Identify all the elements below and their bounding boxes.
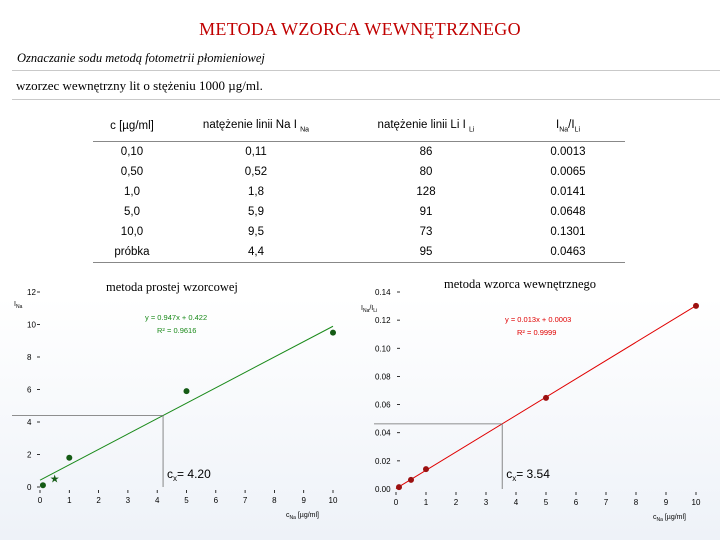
data-point — [66, 455, 72, 461]
data-point — [423, 466, 429, 472]
header-ratio-s1: Na — [559, 126, 569, 134]
y-tick-label: 0.00 — [375, 485, 391, 494]
divider-top — [12, 70, 720, 71]
table-cell: 73 — [419, 226, 433, 238]
x-tick-label: 2 — [96, 496, 101, 505]
result-label-value: = 3.54 — [516, 467, 550, 481]
table-cell: 128 — [416, 186, 436, 198]
x-tick-label: 4 — [513, 498, 519, 507]
subtitle: Oznaczanie sodu metodą fotometrii płomieniowej — [17, 51, 265, 65]
x-tick-label: 3 — [125, 496, 131, 505]
x-tick-label: 10 — [691, 498, 701, 507]
data-point — [408, 477, 414, 483]
table-cell: 0.0141 — [550, 186, 586, 198]
data-point — [330, 330, 336, 336]
x-axis-label-sub: Na — [656, 517, 663, 523]
table-cell: 86 — [419, 146, 433, 158]
table-cell: 4,4 — [171, 242, 341, 263]
x-axis-label-unit: [µg/ml] — [295, 512, 319, 519]
x-tick-label: 5 — [543, 498, 549, 507]
y-tick-label: 0.06 — [375, 400, 391, 410]
header-li-text: natężenie linii Li I — [377, 118, 466, 131]
header-concentration: c [µg/ml] — [93, 111, 171, 142]
table-cell: 95 — [341, 242, 511, 263]
x-tick-label: 6 — [573, 498, 579, 507]
x-tick-label: 10 — [328, 496, 338, 505]
table-cell: 91 — [419, 206, 433, 218]
trend-equation: y = 0.013x + 0.0003 — [505, 315, 572, 324]
table-row — [93, 162, 625, 182]
y-axis-label-sub: Na — [15, 304, 23, 310]
header-na-sub: Na — [300, 126, 310, 134]
x-axis-label-main: c — [286, 512, 290, 519]
x-tick-label: 7 — [242, 496, 248, 505]
header-li-sub: Li — [468, 126, 475, 134]
data-table — [93, 111, 625, 263]
x-tick-label: 9 — [301, 496, 306, 505]
x-tick-label: 2 — [453, 498, 459, 507]
y-axis-label — [14, 301, 23, 310]
data-point — [543, 395, 549, 401]
table-cell: 0,50 — [120, 166, 144, 178]
y-tick-label: 8 — [27, 353, 32, 362]
table-cell: 5,0 — [124, 206, 140, 218]
trend-r2: R² = 0.9616 — [157, 326, 197, 335]
internal-standard-chart — [360, 270, 720, 540]
x-tick-label: 8 — [272, 496, 277, 505]
divider-bottom — [12, 99, 720, 100]
x-tick-label: 1 — [67, 496, 72, 505]
chart-title-calibration: metoda prostej wzorcowej — [106, 280, 238, 294]
header-na-text: natężenie linii Na I — [202, 118, 297, 131]
y-tick-label: 0.10 — [375, 344, 391, 354]
y-tick-label: 0 — [27, 483, 32, 492]
x-tick-label: 3 — [483, 498, 489, 507]
y-tick-label: 0.02 — [375, 456, 391, 466]
y-tick-label: 0.04 — [375, 428, 391, 438]
x-tick-label: 7 — [603, 498, 609, 507]
y-tick-label: 0.08 — [375, 372, 391, 382]
trend-r2: R² = 0.9999 — [517, 328, 557, 337]
y-tick-label: 6 — [27, 385, 32, 395]
y-axis-label-sub: Na — [362, 308, 370, 314]
y-tick-label: 0.14 — [375, 288, 391, 297]
y-axis-label — [361, 305, 377, 314]
table-cell: 0.0013 — [550, 146, 586, 158]
x-tick-label: 0 — [393, 498, 399, 507]
header-na-intensity — [171, 111, 341, 142]
result-label — [167, 467, 211, 483]
trend-equation: y = 0.947x + 0.422 — [145, 313, 208, 322]
standard-note: wzorzec wewnętrzny lit o stężeniu 1000 µg/ml. — [16, 78, 263, 93]
table-cell: 0.0065 — [550, 166, 586, 178]
x-axis-label-sub: Na — [289, 515, 296, 521]
table-cell: 0.1301 — [550, 226, 586, 238]
result-label-main: c — [506, 467, 513, 481]
x-axis-label-main: c — [653, 514, 657, 521]
table-row-sample — [93, 242, 625, 263]
header-ratio — [511, 111, 625, 142]
header-ratio-i2: /I — [568, 118, 575, 131]
calibration-chart — [0, 270, 360, 540]
x-tick-label: 4 — [154, 496, 160, 505]
data-point-star: ★ — [49, 473, 60, 486]
x-axis-label — [653, 514, 686, 523]
x-tick-label: 8 — [633, 498, 639, 507]
x-axis-label-unit: [µg/ml] — [662, 514, 686, 521]
data-point — [396, 484, 402, 490]
table-cell: próbka — [93, 242, 171, 263]
y-axis-label-mid: /I — [369, 305, 374, 312]
table-row — [93, 222, 625, 242]
data-point — [693, 303, 699, 309]
y-tick-label: 12 — [27, 288, 36, 297]
trend-line — [40, 326, 333, 480]
table-cell: 0.0648 — [550, 206, 586, 218]
header-li-intensity — [341, 111, 511, 142]
y-axis-label-sub2: Li — [373, 308, 378, 314]
table-cell: 1,8 — [248, 186, 264, 198]
table-cell: 1,0 — [124, 186, 140, 198]
table-row — [93, 182, 625, 202]
x-tick-label: 9 — [663, 498, 669, 507]
x-axis-label — [286, 512, 319, 521]
result-label-sub: x — [173, 474, 178, 483]
result-label — [506, 467, 550, 483]
page-title: METODA WZORCA WEWNĘTRZNEGO — [199, 19, 521, 39]
table-cell: 10,0 — [120, 226, 144, 238]
table-cell: 9,5 — [248, 226, 264, 238]
data-point — [184, 388, 190, 394]
x-tick-label: 1 — [423, 498, 429, 507]
header-ratio-i1: I — [556, 118, 560, 131]
header-ratio-s2: Li — [574, 126, 580, 134]
table-cell: 0,52 — [244, 166, 268, 178]
x-tick-label: 6 — [213, 496, 219, 505]
data-point — [40, 482, 46, 488]
chart-title-internal-standard: metoda wzorca wewnętrznego — [444, 277, 597, 291]
table-cell: 0.0463 — [511, 242, 625, 263]
y-tick-label: 10 — [27, 320, 36, 330]
x-tick-label: 0 — [37, 496, 43, 505]
result-label-value: = 4.20 — [177, 467, 211, 481]
result-label-main: c — [167, 467, 174, 481]
y-axis-label-main: I — [361, 305, 363, 312]
table-cell: 0,11 — [245, 146, 267, 158]
y-tick-label: 0.12 — [375, 316, 391, 326]
y-tick-label: 4 — [27, 418, 32, 427]
y-axis-label-main: I — [14, 301, 16, 308]
table-cell: 5,9 — [248, 206, 264, 218]
table-header-row — [93, 111, 625, 142]
table-row — [93, 142, 625, 163]
table-cell: 80 — [419, 166, 433, 178]
x-tick-label: 5 — [184, 496, 189, 505]
table-cell: 0,10 — [120, 146, 144, 158]
result-label-sub: x — [512, 474, 517, 483]
table-row — [93, 202, 625, 222]
y-tick-label: 2 — [27, 450, 32, 460]
